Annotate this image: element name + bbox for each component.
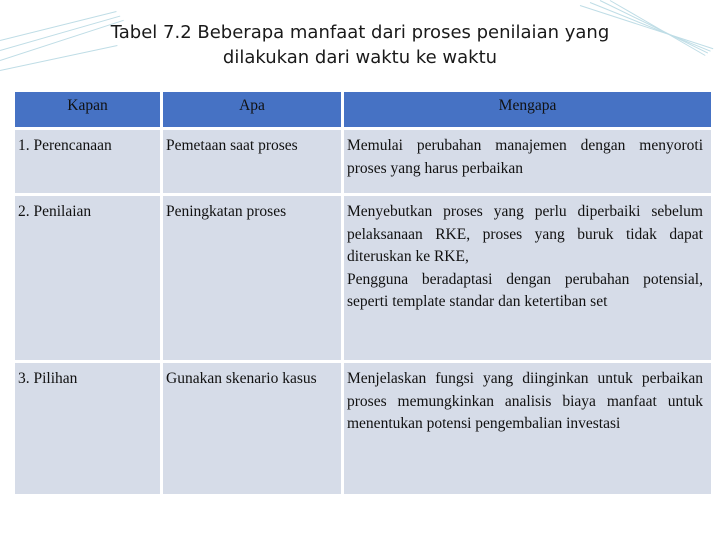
cell-mengapa [344,196,711,360]
table-row [15,130,711,193]
benefits-table [12,92,714,494]
cell-kapan: 2. Penilaian [15,196,160,360]
table-row [15,363,711,494]
cell-kapan: 3. Pilihan [15,363,160,494]
column-header-apa: Apa [163,92,341,127]
cell-kapan: 1. Perencanaan [15,130,160,193]
cell-mengapa: Memulai perubahan manajemen dengan menyoroti proses yang harus perbaikan [344,130,711,193]
cell-apa: Pemetaan saat proses [163,130,341,193]
column-header-kapan: Kapan [15,92,160,127]
cell-mengapa-paragraph: Menyebutkan proses yang perlu diperbaiki sebelum pelaksanaan RKE, proses yang buruk tidak dapat diteruskan ke RKE, [347,203,703,265]
cell-apa: Gunakan skenario kasus [163,363,341,494]
title-line-1: Tabel 7.2 Beberapa manfaat dari proses penilaian yang [110,22,610,43]
page-title [60,20,660,70]
table-row [15,196,711,360]
title-line-2: dilakukan dari waktu ke waktu [222,47,498,68]
cell-mengapa: Menjelaskan fungsi yang diinginkan untuk perbaikan proses memungkinkan analisis biaya manfaat untuk menentukan potensi pengembalian investasi [344,363,711,494]
table-header-row [15,92,711,127]
cell-mengapa-paragraph: Pengguna beradaptasi dengan perubahan potensial, seperti template standar dan ketertiban set [347,270,703,310]
cell-apa: Peningkatan proses [163,196,341,360]
column-header-mengapa: Mengapa [344,92,711,127]
